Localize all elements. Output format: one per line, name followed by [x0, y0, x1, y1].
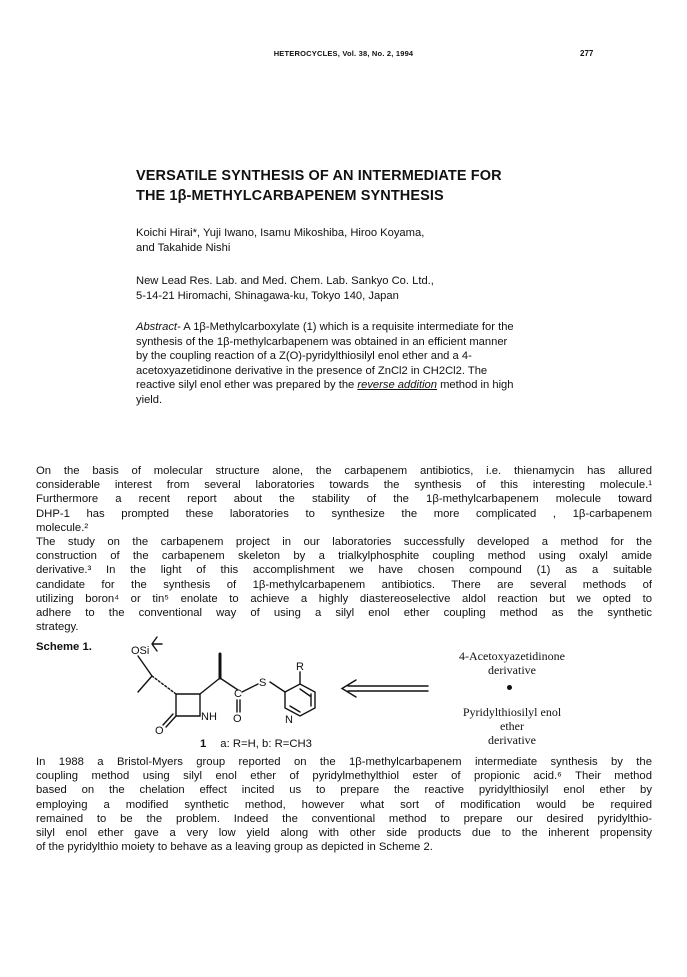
atom-label: OSi — [131, 645, 150, 657]
abstract-text: method in high — [437, 379, 514, 392]
body-line: employing a modified synthetic method, however what sort of modification would be required — [36, 798, 652, 811]
abstract-text: A 1β-Methylcarboxylate (1) which is a requisite intermediate for the — [180, 321, 514, 333]
atom-label: C — [234, 688, 242, 700]
paper-title — [136, 166, 606, 206]
lactam-carbonyl — [163, 714, 176, 727]
body-line: derivative.³ In the light of this accomplishment we have chosen compound (1) as a suitable — [36, 564, 652, 577]
retrosynthesis-arrow — [342, 680, 428, 697]
abstract-line — [136, 320, 514, 335]
retrosynthon-acetoxyazetidinone — [452, 649, 572, 677]
emphasized-term: reverse addition — [357, 379, 437, 392]
affiliation — [136, 274, 434, 303]
title-line: VERSATILE SYNTHESIS OF AN INTERMEDIATE FOR — [136, 168, 502, 184]
body-paragraph-intro — [36, 464, 652, 634]
pyridine-double-bonds — [290, 689, 311, 712]
body-line: DHP-1 has prompted these laboratories to synthesize the more complicated , 1β-carbapenem — [36, 507, 652, 520]
body-paragraph-bristol — [36, 755, 652, 854]
abstract-line — [136, 378, 514, 393]
scheme-label: Scheme 1. — [36, 641, 92, 653]
azetidinone-ring — [176, 694, 200, 716]
atom-label: S — [259, 677, 267, 689]
abstract-line: by the coupling reaction of a Z(O)-pyridylthiosilyl enol ether and a 4- — [136, 350, 472, 363]
abstract-lead: Abstract- — [136, 321, 181, 333]
body-line: adhere to the conventional way of using a silyl enol ether coupling method as the synthetic — [36, 607, 652, 620]
body-line: strategy. — [36, 621, 79, 634]
bond-c-s — [242, 684, 258, 692]
atom-label: R — [296, 661, 304, 673]
hashed-bond — [152, 676, 176, 694]
bond-o-c — [138, 656, 152, 676]
compound-number: 1 — [200, 738, 207, 750]
retrosynthon-line: 4-Acetoxyazetidinone — [459, 649, 565, 663]
author-line: Koichi Hirai*, Yuji Iwano, Isamu Mikoshiba, Hiroo Koyama, — [136, 227, 425, 239]
body-line: silyl enol ether gave a very low yield along with other side products due to the inherent propensity — [36, 827, 652, 840]
plus-bullet-icon — [507, 685, 512, 690]
retrosynthon-line: derivative — [488, 663, 536, 677]
body-line: of the pyridylthio moiety to behave as a leaving group as depicted in Scheme 2. — [36, 841, 433, 854]
atom-label: O — [155, 725, 164, 737]
affiliation-line: New Lead Res. Lab. and Med. Chem. Lab. Sankyo Co. Ltd., — [136, 275, 434, 287]
bond-methyl — [138, 676, 152, 692]
body-line: candidate for the synthesis of 1β-methylcarbapenem antibiotics. There are several methods of — [36, 578, 652, 591]
thioester-carbonyl — [237, 700, 240, 712]
body-line: The study on the carbapenem project in our laboratories successfully developed a method for the — [36, 536, 652, 549]
atom-label: NH — [201, 711, 217, 723]
title-line: THE 1β-METHYLCARBAPENEM SYNTHESIS — [136, 188, 444, 204]
abstract-line: acetoxyazetidinone derivative in the presence of ZnCl2 in CH2Cl2. The — [136, 364, 488, 377]
abstract — [136, 320, 514, 408]
retrosynthon-line: Pyridylthiosilyl enol ether — [462, 705, 562, 733]
author-list — [136, 226, 424, 255]
author-line: and Takahide Nishi — [136, 241, 231, 254]
body-line: coupling method using silyl enol ether of pyridylmethylthiol ester of propionic acid.⁶ Their method — [36, 770, 652, 783]
body-line: In 1988 a Bristol-Myers group reported on the 1β-methylcarbapenem intermediate synthesis by the — [36, 756, 652, 768]
abstract-text: reactive silyl enol ether was prepared by the — [136, 379, 358, 392]
running-head: HETEROCYCLES, Vol. 38, No. 2, 1994 — [273, 49, 414, 58]
affiliation-line: 5-14-21 Hiromachi, Shinagawa-ku, Tokyo 140, Japan — [136, 289, 399, 302]
body-line: remained to be the problem. Indeed the conventional method to prepare our desired pyridylthio- — [36, 812, 652, 825]
atom-label: O — [233, 713, 242, 725]
body-line: Furthermore a recent report about the stability of the 1β-methylcarbapenem molecule toward — [36, 493, 652, 506]
body-line: construction of the carbapenem skeleton by a trialkylphosphite coupling method using oxalyl amide — [36, 550, 652, 563]
body-line: molecule.² — [36, 521, 89, 534]
bond-chain — [200, 678, 220, 694]
retrosynthon-enol-ether — [452, 705, 572, 747]
tbu-group — [152, 637, 162, 651]
page-number: 277 — [580, 49, 594, 58]
body-line: utilizing boron⁴ or tin⁵ enolate to achieve a highly diastereoselective aldol reaction but we opted to — [36, 592, 652, 605]
abstract-line: synthesis of the 1β-methylcarbapenem was obtained in an efficient manner — [136, 335, 508, 348]
bond-s-pyridyl — [270, 682, 285, 692]
compound-caption — [200, 738, 312, 750]
body-line: based on the chelation effect incited us to prepare the reactive pyridylthiosilyl enol ether by — [36, 784, 652, 797]
retrosynthon-line: derivative — [488, 733, 536, 747]
body-line: On the basis of molecular structure alone, the carbapenem antibiotics, i.e. thienamycin has allured — [36, 465, 652, 477]
body-line: considerable interest from several laboratories towards the synthesis of this interesting molecule.¹ — [36, 479, 652, 492]
compound-note: a: R=H, b: R=CH3 — [220, 738, 312, 750]
chemical-structure-diagram — [120, 634, 450, 739]
abstract-line: yield. — [136, 393, 163, 406]
atom-label: N — [285, 714, 293, 726]
